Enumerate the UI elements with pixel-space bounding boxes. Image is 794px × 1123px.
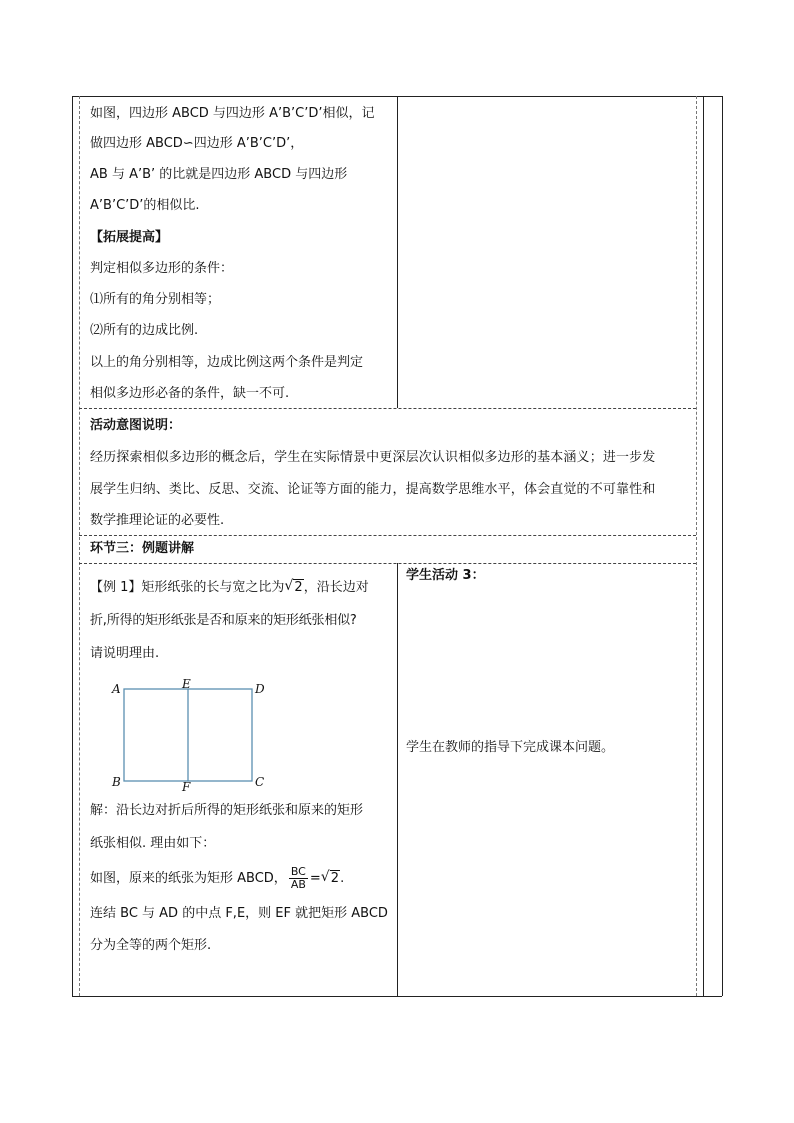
intent-line: 数学推理论证的必要性. [90, 513, 225, 528]
sqrt-expression [284, 580, 303, 596]
label-d: D [255, 682, 265, 696]
intent-line: 经历探索相似多边形的概念后，学生在实际情景中更深层次认识相似多边形的基本涵义；进一步发 [90, 450, 656, 465]
solution-line-5: 分为全等的两个矩形. [90, 938, 212, 953]
example-prefix: 【例 1】矩形纸张的长与宽之比为 [90, 580, 285, 595]
section-title: 环节三：例题讲解 [90, 541, 195, 556]
column-divider-top [397, 96, 398, 408]
table-inner-right-border [703, 96, 704, 996]
solution-line-4: 连结 BC 与 AD 的中点 F,E，则 EF 就把矩形 ABCD [90, 906, 388, 921]
intent-title: 活动意图说明： [90, 418, 182, 433]
example-suffix: ，沿长边对 [303, 580, 369, 595]
example-line-3: 请说明理由. [90, 646, 160, 661]
table-outer-right-border [722, 96, 723, 996]
table-bottom-border [72, 996, 722, 997]
example-line-1 [90, 580, 369, 596]
section-heading: 【拓展提高】 [90, 230, 169, 245]
text-line: A’B’C’D’的相似比. [90, 198, 200, 213]
text-line: 判定相似多边形的条件： [90, 261, 234, 276]
intent-line: 展学生归纳、类比、反思、交流、论证等方面的能力，提高数学思维水平，体会直觉的不可靠性和 [90, 482, 656, 497]
student-activity-title: 学生活动 3： [406, 568, 485, 583]
sqrt-expression [321, 871, 340, 887]
student-activity-text: 学生在教师的指导下完成课本问题。 [406, 740, 615, 755]
radical-sign: √ [320, 869, 330, 885]
numerator: BC [289, 866, 308, 879]
text-line: ⑵所有的边成比例. [90, 323, 199, 338]
rectangle-svg [108, 676, 274, 796]
radical-sign: √ [284, 578, 294, 594]
cell-left-dash [79, 96, 80, 996]
label-b: B [112, 775, 121, 789]
rectangle-diagram [108, 676, 274, 796]
equals-sign: = [309, 871, 321, 886]
solution-line-3 [90, 866, 344, 891]
solution-prefix: 如图，原来的纸张为矩形 ABCD， [90, 871, 287, 886]
text-line: 以上的角分别相等，边成比例这两个条件是判定 [90, 355, 364, 370]
denominator: AB [290, 878, 306, 891]
row-divider-3 [79, 563, 696, 564]
row-divider-1 [79, 408, 696, 409]
text-line: 做四边形 ABCD∽四边形 A’B’C’D’， [90, 136, 304, 151]
text-line: 相似多边形必备的条件，缺一不可. [90, 386, 290, 401]
text-line: AB 与 A’B’ 的比就是四边形 ABCD 与四边形 [90, 167, 348, 182]
table-left-border [72, 96, 73, 996]
radicand: 2 [330, 871, 340, 886]
example-line-2: 折,所得的矩形纸张是否和原来的矩形纸张相似? [90, 613, 357, 628]
cell-right-dash [696, 96, 697, 996]
text-line: 如图，四边形 ABCD 与四边形 A’B’C’D’相似，记 [90, 106, 375, 121]
radicand: 2 [294, 580, 303, 595]
label-a: A [112, 682, 121, 696]
column-divider-bottom [397, 563, 398, 996]
text-line: ⑴所有的角分别相等； [90, 292, 221, 307]
solution-line-2: 纸张相似. 理由如下： [90, 836, 216, 851]
label-e: E [182, 677, 191, 691]
period: . [340, 871, 345, 886]
label-f: F [182, 780, 191, 794]
row-divider-2 [79, 535, 696, 536]
fraction [289, 866, 308, 891]
solution-line-1: 解：沿长边对折后所得的矩形纸张和原来的矩形 [90, 803, 364, 818]
label-c: C [255, 775, 265, 789]
